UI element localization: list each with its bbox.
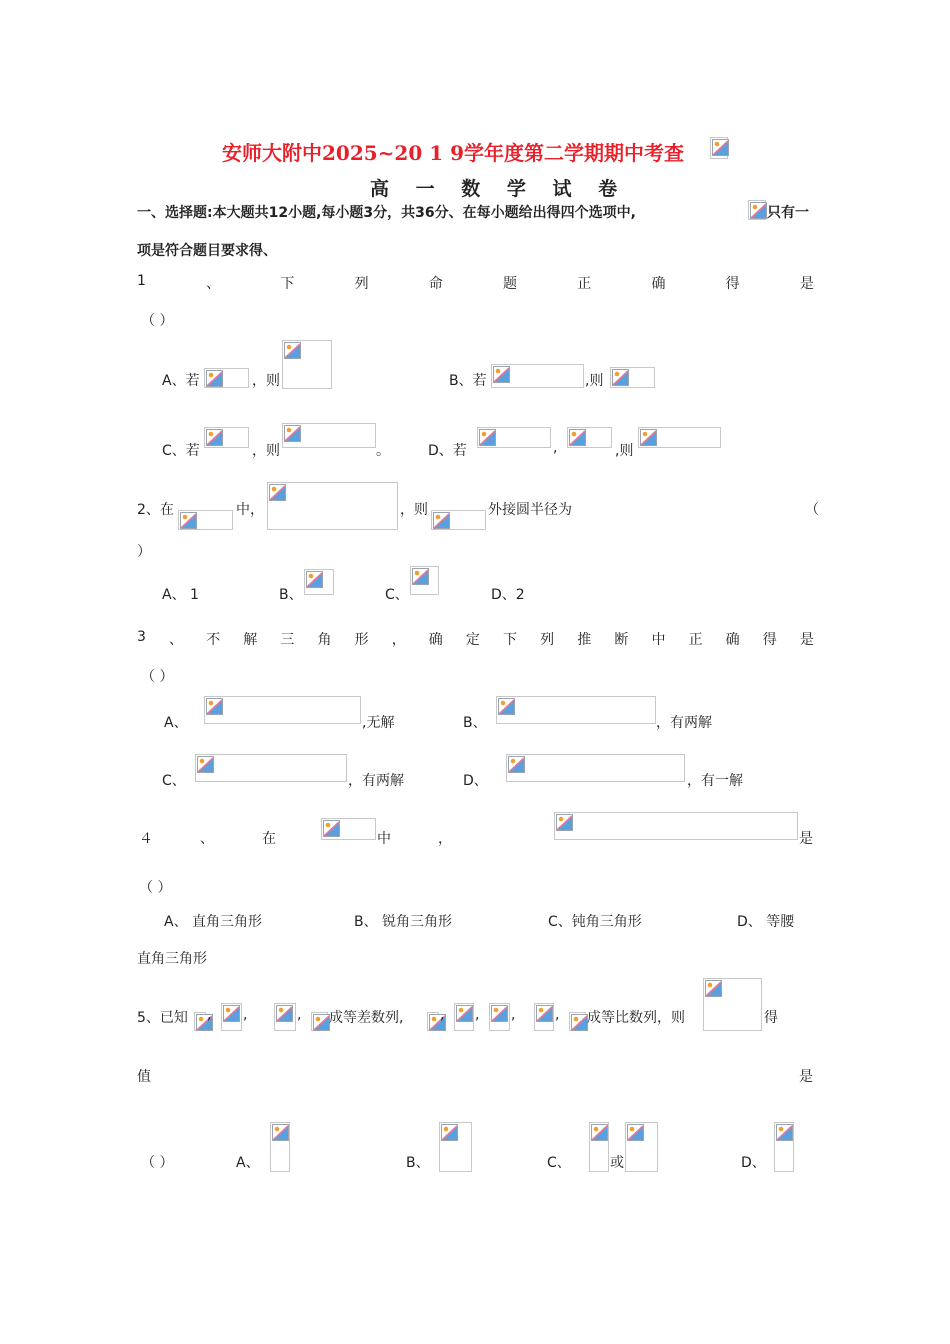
q4-comma: ， [438, 831, 452, 847]
q2-prefix: 2、在 [137, 502, 174, 518]
q3-option-c-text: ，有两解 [348, 773, 404, 789]
formula-image-icon [282, 423, 376, 448]
q1-char: 、 [206, 276, 221, 292]
q3-char: 定 [465, 632, 480, 648]
q1-char: 正 [577, 276, 592, 292]
q1-char: 是 [799, 276, 814, 292]
q5-option-d: D、 [741, 1155, 766, 1171]
formula-image-icon [439, 1122, 472, 1172]
q1-char: 列 [354, 276, 369, 292]
q2-then: ，则 [400, 502, 428, 518]
q3-char: 、 [169, 632, 184, 648]
q4-paren: （ ） [139, 880, 172, 896]
q1-option-d-then: ,则 [615, 443, 634, 459]
formula-image-icon [534, 1003, 554, 1031]
q1-paren: （ ） [141, 313, 174, 329]
q4-option-a: A、 直角三角形 [164, 914, 263, 930]
formula-image-icon [270, 1122, 290, 1172]
formula-image-icon [221, 1003, 242, 1031]
q3-char: 确 [725, 632, 740, 648]
formula-image-icon [304, 569, 334, 595]
q5-de: 得 [764, 1010, 778, 1026]
q2-paren-open: （ [805, 502, 819, 518]
q3-option-d-label: D、 [463, 773, 488, 789]
q3-option-d-text: ，有一解 [687, 773, 743, 789]
formula-image-icon [477, 427, 551, 448]
q3-char: 确 [428, 632, 443, 648]
q1-char: 确 [651, 276, 666, 292]
q5-option-a: A、 [236, 1155, 260, 1171]
image-placeholder-icon [748, 200, 766, 220]
q5-geom: 成等比数列，则 [587, 1010, 685, 1026]
q3-char: 是 [799, 632, 814, 648]
q5-arith: 成等差数列, [329, 1010, 404, 1026]
q3-char: 三 [280, 632, 295, 648]
q1-option-c-then: ，则 [252, 443, 280, 459]
q2-paren-close: ） [137, 544, 151, 560]
formula-image-icon [204, 427, 249, 448]
q3-option-b-label: B、 [463, 715, 487, 731]
q2-option-a: A、 1 [162, 587, 199, 603]
q3-char: 推 [577, 632, 592, 648]
q1-char: 命 [428, 276, 443, 292]
q3-option-a-text: ,无解 [362, 715, 395, 731]
q3-option-b-text: ，有两解 [656, 715, 712, 731]
q4-option-d-cont: 直角三角形 [137, 951, 207, 967]
q1-option-b-then: ,则 [585, 373, 604, 389]
q2-option-b: B、 [279, 587, 303, 603]
q3-char: 形 [354, 632, 369, 648]
q5-zhi: 值 [137, 1069, 151, 1085]
formula-image-icon [311, 1012, 328, 1031]
formula-image-icon [321, 818, 376, 840]
formula-image-icon [567, 427, 612, 448]
formula-image-icon [489, 1003, 510, 1031]
q3-char: 中 [651, 632, 666, 648]
formula-image-icon [282, 340, 332, 389]
formula-image-icon [589, 1122, 609, 1172]
section-intro-line1-tail: 只有一 [767, 205, 809, 221]
q3-char: 下 [503, 632, 518, 648]
formula-image-icon [638, 427, 721, 448]
formula-image-icon [267, 482, 398, 530]
formula-image-icon [274, 1003, 296, 1031]
formula-image-icon [427, 1012, 439, 1031]
q1-char: 下 [280, 276, 295, 292]
q5-prefix: 5、已知 [137, 1010, 188, 1026]
q3-char: 正 [688, 632, 703, 648]
q3-char: 得 [762, 632, 777, 648]
q1-option-d-label: D、若 [428, 443, 467, 459]
q3-char: 3 [137, 629, 146, 645]
q5-option-c: C、 [547, 1155, 571, 1171]
q3-char: ， [391, 632, 406, 648]
q5-shi: 是 [799, 1069, 813, 1085]
formula-image-icon [195, 754, 347, 782]
formula-image-icon [454, 1003, 474, 1031]
q4-option-c: C、钝角三角形 [548, 914, 642, 930]
q1-option-b-label: B、若 [449, 373, 487, 389]
q1-char: 得 [725, 276, 740, 292]
q4-number: ４ [139, 831, 153, 847]
page-subtitle: 高 一 数 学 试 卷 [370, 178, 628, 200]
formula-image-icon [204, 696, 361, 724]
formula-image-icon [178, 510, 233, 530]
section-intro-line2: 项是符合题目要求得、 [137, 243, 277, 259]
q2-middle: 中， [236, 502, 264, 518]
formula-image-icon [554, 812, 798, 840]
section-intro-line1: 一、选择题:本大题共12小题,每小题3分，共36分、在每小题给出得四个选项中, [137, 205, 636, 221]
q1-stem [137, 273, 814, 293]
q4-in: 在 [262, 831, 276, 847]
q5-paren: （ ） [141, 1155, 174, 1171]
formula-image-icon [496, 696, 656, 724]
q4-option-b: B、 锐角三角形 [354, 914, 453, 930]
q1-option-a-then: ，则 [252, 373, 280, 389]
q5-option-b: B、 [406, 1155, 430, 1171]
q3-char: 列 [540, 632, 555, 648]
formula-image-icon [410, 566, 439, 595]
formula-image-icon [204, 368, 249, 388]
formula-image-icon [569, 1012, 586, 1031]
q2-option-d: D、2 [491, 587, 525, 603]
image-placeholder-icon [710, 137, 728, 159]
q3-char: 角 [317, 632, 332, 648]
formula-image-icon [506, 754, 685, 782]
q4-sep: 、 [200, 831, 214, 847]
q4-option-d: D、 等腰 [737, 914, 795, 930]
formula-image-icon [625, 1122, 658, 1172]
q2-suffix: 外接圆半径为 [488, 502, 572, 518]
formula-image-icon [703, 978, 762, 1031]
q1-char: 题 [503, 276, 518, 292]
q3-char: 不 [206, 632, 221, 648]
q4-zhong: 中 [377, 831, 391, 847]
q4-shi: 是 [799, 831, 813, 847]
formula-image-icon [774, 1122, 794, 1172]
q3-stem [137, 629, 814, 649]
q1-option-d-comma: , [553, 440, 558, 456]
formula-image-icon [610, 367, 655, 388]
q5-option-c-or: 或 [610, 1155, 624, 1171]
q1-option-c-label: C、若 [162, 443, 200, 459]
q3-paren: （ ） [141, 669, 174, 685]
q1-option-c-end: 。 [376, 443, 390, 459]
q1-char: 1 [137, 273, 146, 289]
formula-image-icon [194, 1012, 206, 1031]
q2-option-c: C、 [385, 587, 409, 603]
formula-image-icon [491, 364, 584, 388]
q3-option-c-label: C、 [162, 773, 186, 789]
q1-option-a-label: A、若 [162, 373, 200, 389]
q3-option-a-label: A、 [164, 715, 188, 731]
page-title: 安师大附中2025~20 1 9学年度第二学期期中考查 [222, 141, 685, 165]
q3-char: 断 [614, 632, 629, 648]
formula-image-icon [431, 510, 486, 530]
q3-char: 解 [243, 632, 258, 648]
